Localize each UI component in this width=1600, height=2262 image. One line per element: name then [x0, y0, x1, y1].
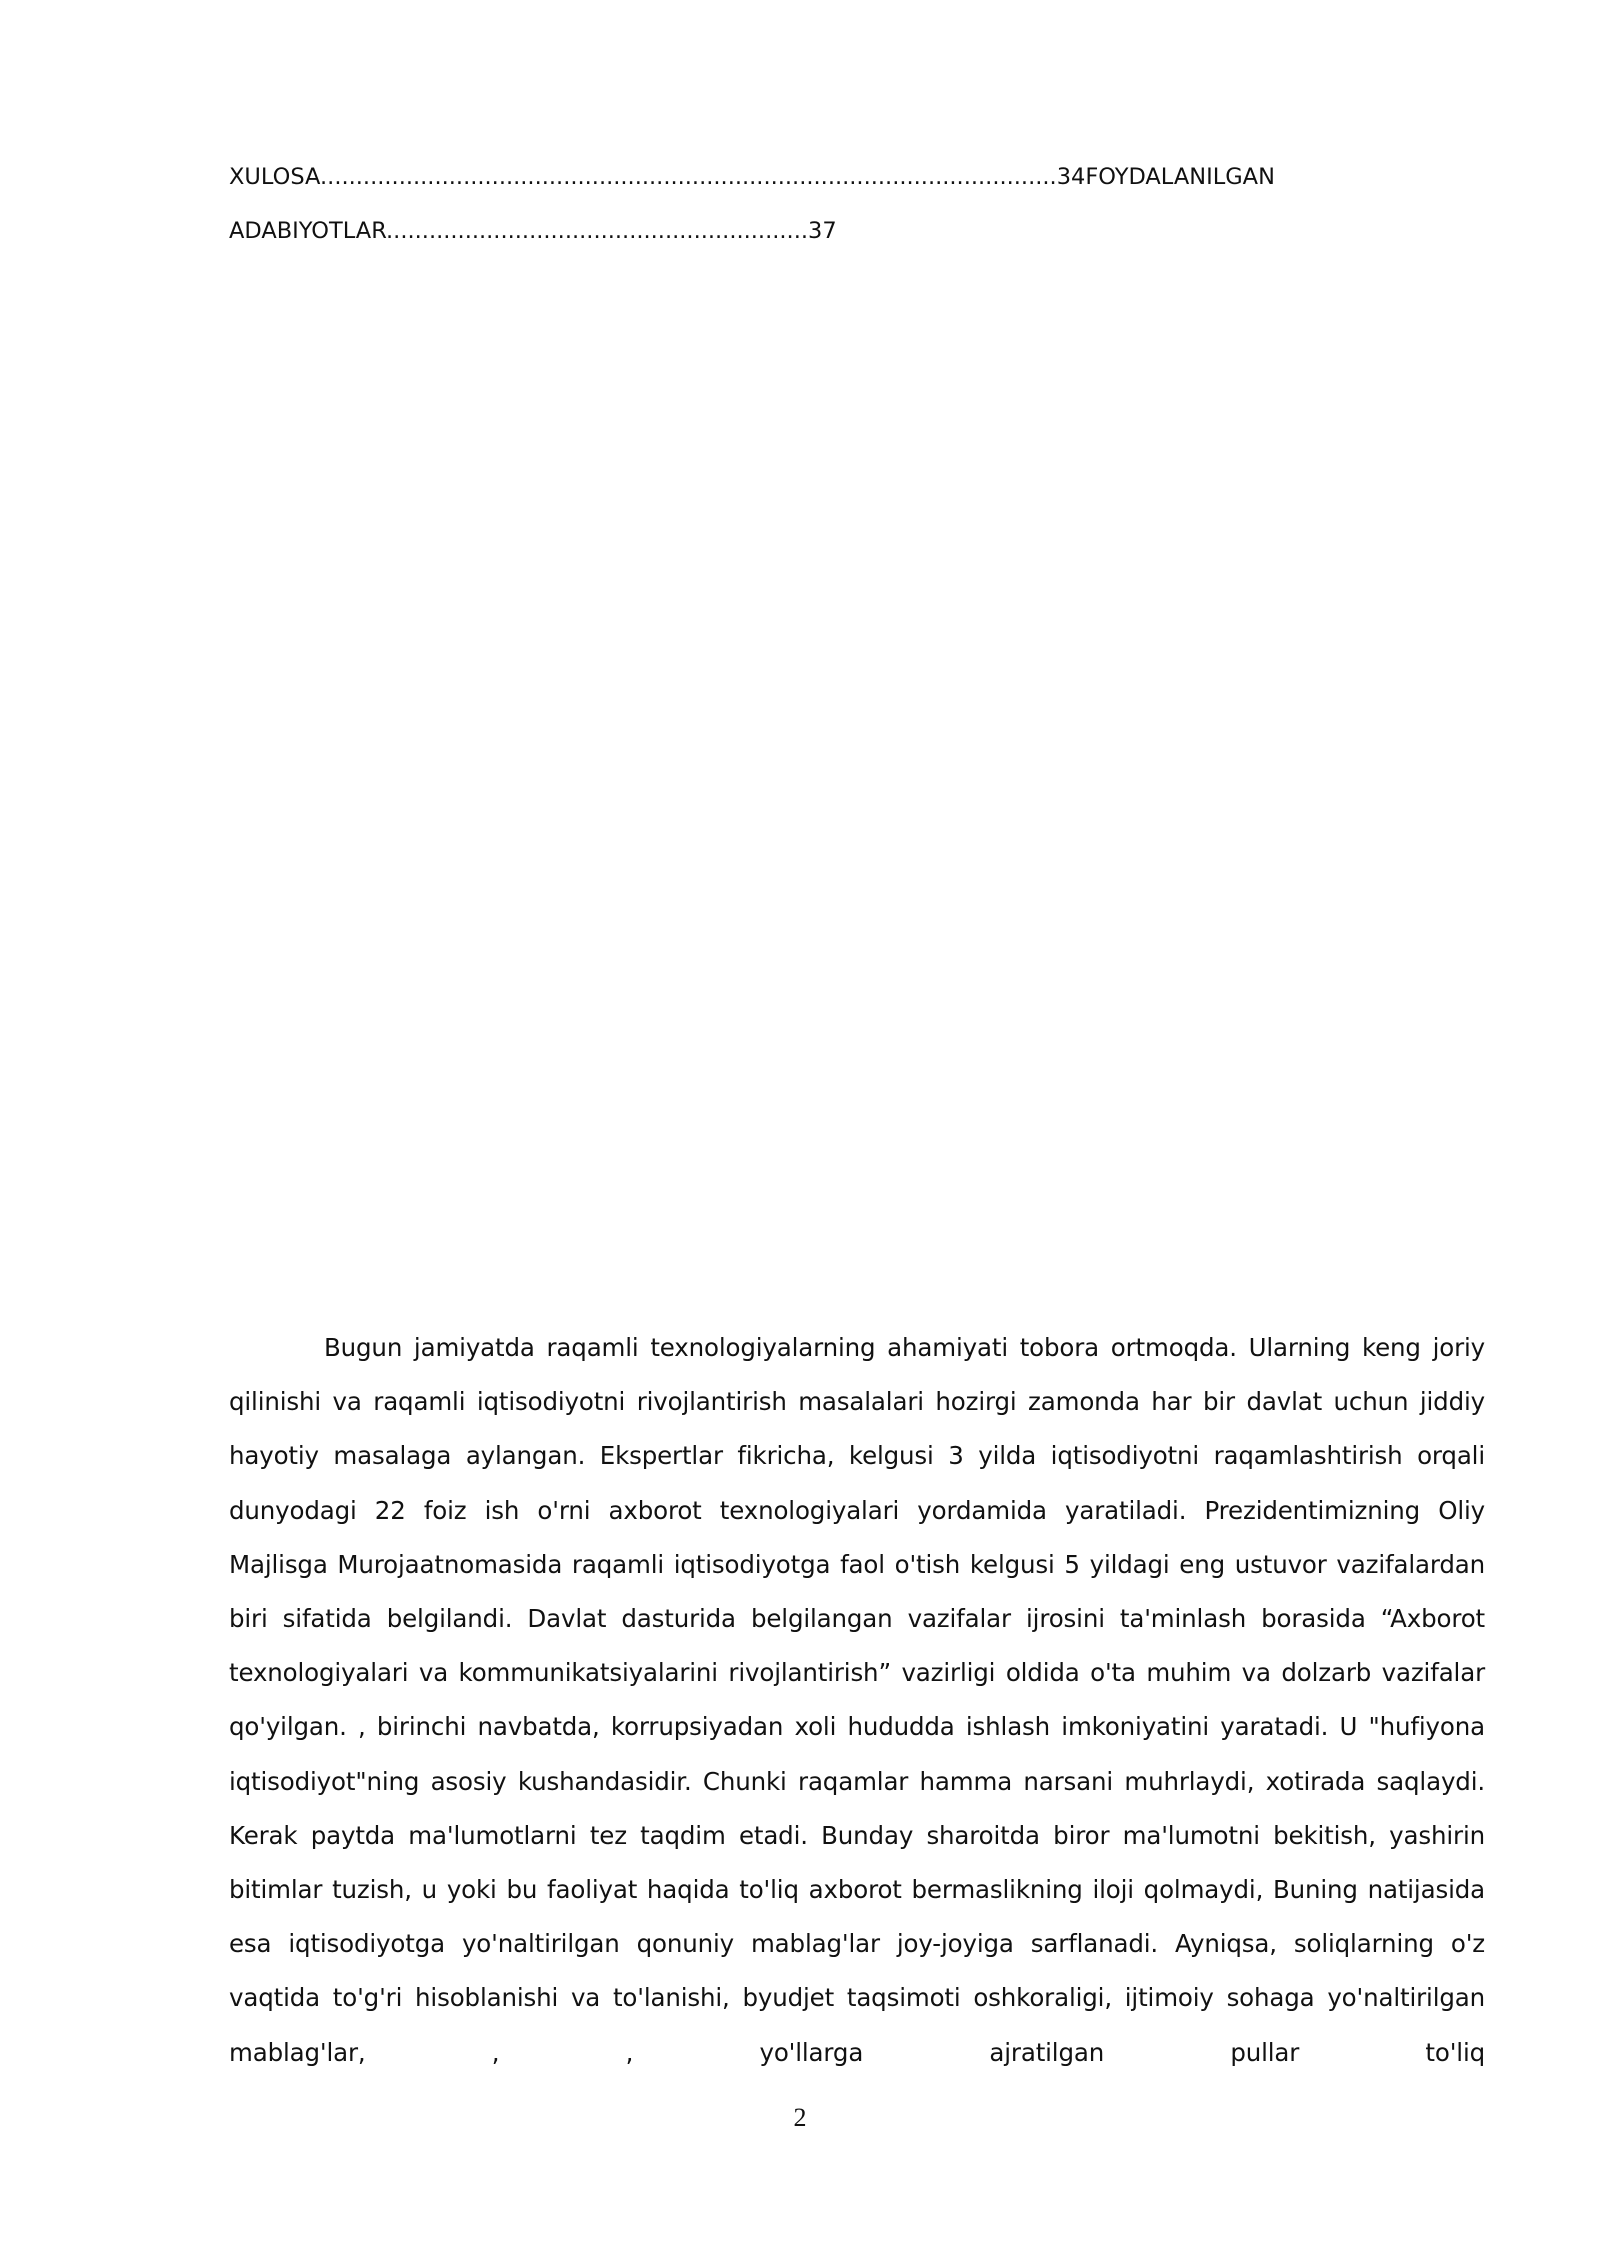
page-number: 2 [793, 2103, 807, 2132]
toc-entry-adabiyotlar[interactable]: ADABIYOTLAR...........................................................37 [229, 218, 837, 244]
table-of-contents [229, 150, 1489, 258]
body-paragraph: Bugun jamiyatda raqamli texnologiyalarning ahamiyati tobora ortmoqda. Ularning keng joriy qilinishi va raqamli iqtisodiyotni rivojlantirish masalalari hozirgi zamonda har bir davlat uchun jiddiy hayotiy masalaga aylangan. Ekspertlar fikricha, kelgusi 3 yilda iqtisodiyotni raqamlashtirish orqali dunyodagi 22 foiz ish o'rni axborot texnologiyalari yordamida yaratiladi. Prezidentimizning Oliy Majlisga Murojaatnomasida raqamli iqtisodiyotga faol o'tish kelgusi 5 yildagi eng ustuvor vazifalardan biri sifatida belgilandi. Davlat dasturida belgilangan vazifalar ijrosini ta'minlash borasida “Axborot texnologiyalari va kommunikatsiyalarini rivojlantirish” vazirligi oldida o'ta muhim va dolzarb vazifalar qo'yilgan. , birinchi navbatda, korrupsiyadan xoli hududda ishlash imkoniyatini yaratadi. U "hufiyona iqtisodiyot"ning asosiy kushandasidir. Chunki raqamlar hamma narsani muhrlaydi, xotirada saqlaydi. Kerak paytda ma'lumotlarni tez taqdim etadi. Bunday sharoitda biror ma'lumotni bekitish, yashirin bitimlar tuzish, u yoki bu faoliyat haqida to'liq axborot bermaslikning iloji qolmaydi, Buning natijasida esa iqtisodiyotga yo'naltirilgan qonuniy mablag'lar joy-joyiga sarflanadi. Ayniqsa, soliqlarning o'z vaqtida to'g'ri hisoblanishi va to'lanishi, byudjet taqsimoti oshkoraligi, ijtimoiy sohaga yo'naltirilgan mablag'lar, , , yo'llarga ajratilgan pullar to'liq [229, 1333, 1485, 2067]
toc-entry-xulosa[interactable]: XULOSA.......................................................................................................34FOYDALANILGAN [229, 164, 1275, 190]
